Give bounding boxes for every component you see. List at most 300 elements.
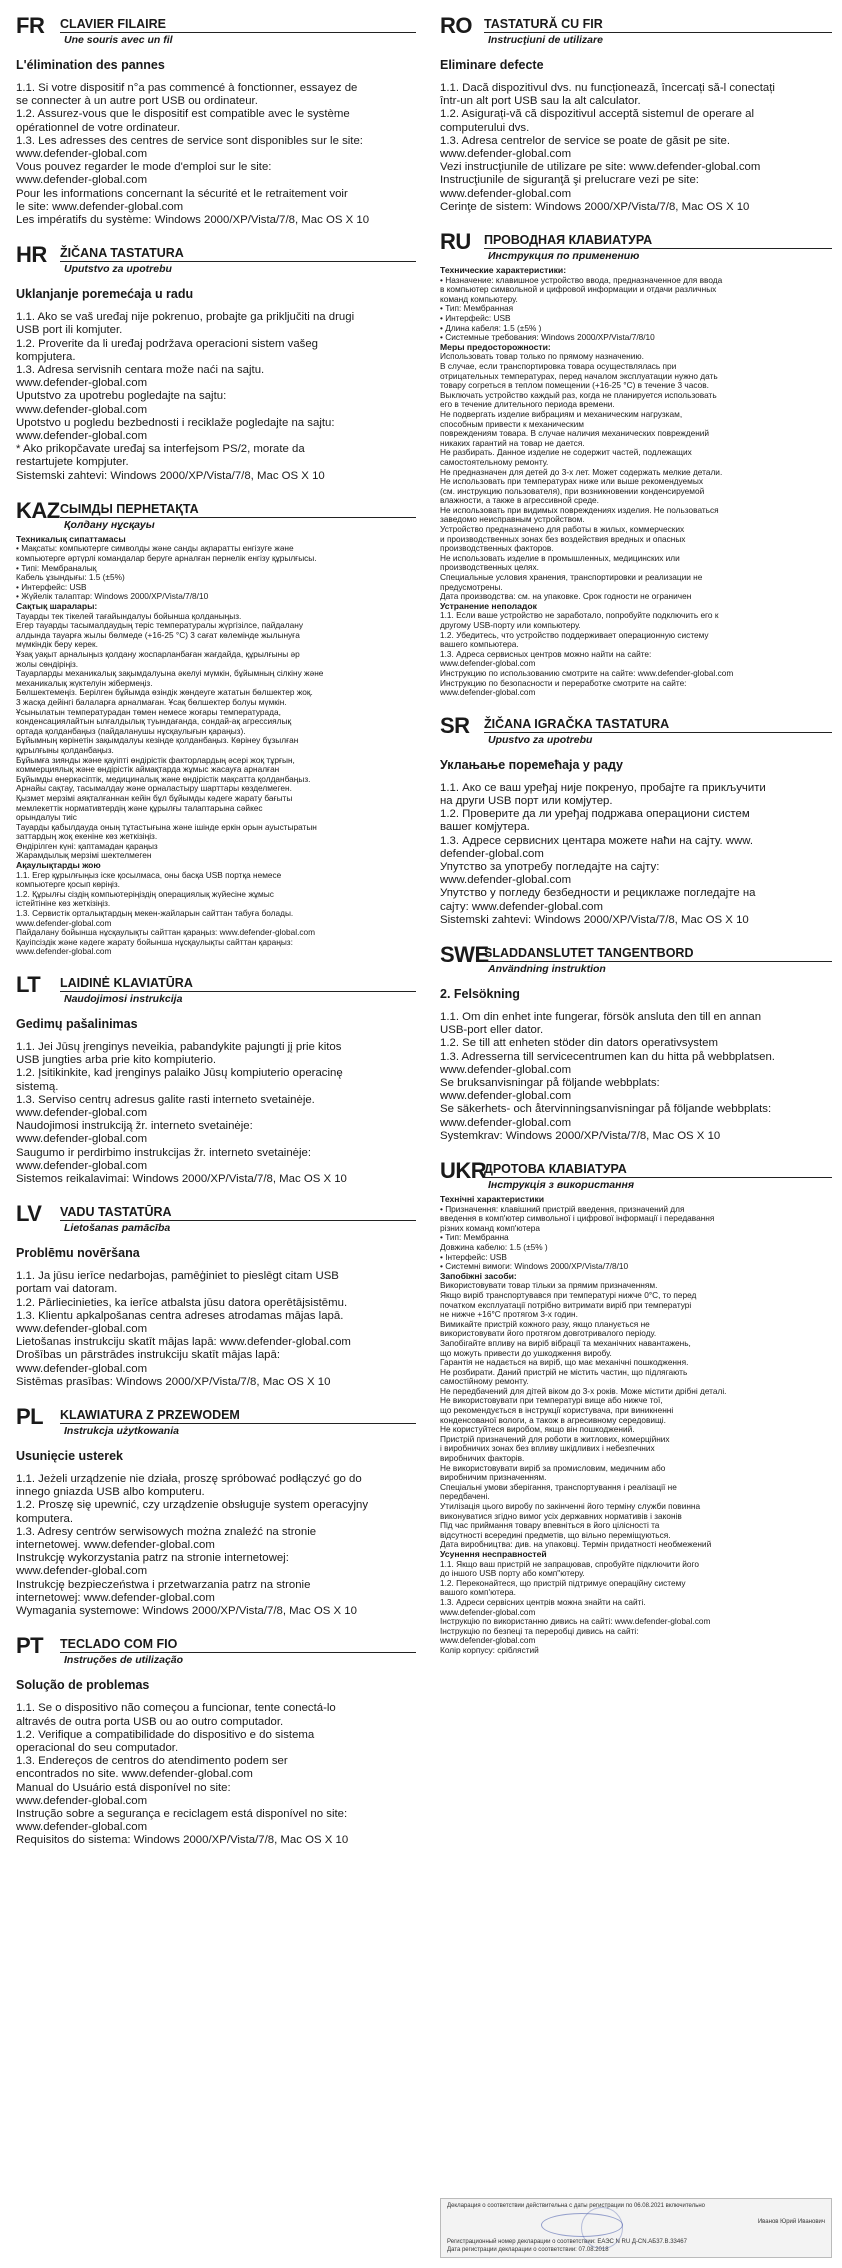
fine-print-line: Не використовувати при температурі вище або нижче тої,: [440, 1395, 663, 1406]
language-code: LT: [16, 972, 41, 997]
fine-print-line: 1.3. Адреси сервісних центрів можна знайти на сайті.: [440, 1596, 646, 1607]
section-header: [16, 973, 416, 1005]
body-line: Sistēmas prasības: Windows 2000/XP/Vista/7/8, Mac OS X 10: [16, 1375, 331, 1388]
fine-print-line: виробничим призначенням.: [440, 1472, 547, 1483]
body-line: 1.1. Si votre dispositif n°a pas commencé à fonctionner, essayez de: [16, 82, 358, 94]
fine-print-line: Довжина кабелю: 1.5 (±5% ): [440, 1241, 548, 1252]
title-block: [60, 499, 416, 531]
section-header: [440, 14, 832, 46]
fine-print-line: Бұйымның көрінетін зақымдалуы кезінде қолданбаңыз. Көрінеу бұзылған: [16, 735, 299, 746]
fine-print-line: компьютерге әртүрлі командалар беруге арналған пернелік енгізу құрылғысы.: [16, 553, 317, 564]
fine-print-heading: Ақаулықтарды жою: [16, 860, 101, 871]
body-line: într-un alt port USB sau la alt calculator.: [440, 95, 641, 108]
body-line: USB-port eller dator.: [440, 1024, 544, 1037]
fine-print-line: команд компьютеру.: [440, 293, 518, 304]
body-line: Requisitos do sistema: Windows 2000/XP/Vista/7/8, Mac OS X 10: [16, 1834, 349, 1847]
section-body: [16, 82, 416, 227]
section-subheading: L'élimination des pannes: [16, 58, 165, 72]
section-swe: [440, 943, 832, 1143]
fine-print-line: 1.2. Құрылғы сіздің компьютеріңіздің операциялық жүйесіне жұмыс: [16, 888, 274, 899]
fine-print-line: Инструкцию по безопасности и переработке смотрите на сайте:: [440, 677, 687, 688]
fine-print-line: виконуватися згідно вимог усіх державних нормативів і законів: [440, 1510, 682, 1521]
body-line: Wymagania systemowe: Windows 2000/XP/Vista/7/8, Mac OS X 10: [16, 1605, 357, 1618]
language-code: KAZ: [16, 497, 60, 523]
fine-print-line: Бөлшектемеңіз. Берілген бұйымда өзіндік жөндеуге жататын бөлшектер жоқ.: [16, 687, 313, 698]
section-fine-print: [16, 535, 416, 957]
fine-print-line: • Тип: Мембранная: [440, 303, 514, 314]
language-code: HR: [16, 242, 47, 268]
fine-print-line: Під час приймання товару впевніться в його цілісності та: [440, 1520, 660, 1531]
body-line: 1.3. Adresa servisnih centara može naći na sajtu.: [16, 364, 265, 377]
fine-print-line: Егер тауарды тасымалдаудың теріс температуралы жүргізілсе, пайдалану: [16, 620, 303, 631]
section-subtitle: Інструкція з використання: [488, 1179, 635, 1192]
section-kaz: [16, 499, 416, 957]
fine-print-line: Қауіпсіздік және кәдеге жарату бойынша нұсқаулықты сайттан қараңыз:: [16, 936, 293, 947]
body-line: USB jungties arba prie kito kompiuterio.: [16, 1054, 217, 1067]
section-subheading: Уклањање поремећаја у раду: [440, 757, 623, 772]
fine-print-line: Не использовать изделие в промышленных, медицинских или: [440, 552, 680, 563]
title-block: [484, 1159, 832, 1191]
body-line: на други USB порт или комјутер.: [440, 794, 613, 807]
fine-print-heading: Усунення несправностей: [440, 1548, 547, 1559]
fine-print-line: в компьютер символьной и цифровой информации и отдачи различных: [440, 284, 717, 295]
fine-print-line: Не користуйтеся виробом, якщо він пошкоджений.: [440, 1424, 635, 1435]
fine-print-line: механикалық жүктелуін жібермеңіз.: [16, 677, 153, 688]
section-ukr: [440, 1159, 832, 1656]
section-hr: [16, 243, 416, 483]
body-line: Manual do Usuário está disponível no site:: [16, 1781, 231, 1794]
fine-print-line: 1.1. Если ваше устройство не заработало, попробуйте подключить его к: [440, 610, 719, 621]
fine-print-line: • Жүйелік талаптар: Windows 2000/XP/Vista/7/8/10: [16, 591, 209, 602]
body-line: 1.1. Jei Jūsų įrenginys neveikia, pabandykite pajungti jį prie kitos: [16, 1041, 342, 1053]
body-line: www.defender-global.com: [16, 1107, 148, 1120]
fine-print-line: способным привести к механическим: [440, 418, 584, 429]
fine-print-line: его в течение длительного периода времени.: [440, 399, 615, 410]
body-line: www.defender-global.com: [16, 1565, 148, 1578]
section-title: ŽIČANA TASTATURA: [60, 246, 416, 262]
section-header: [16, 499, 416, 531]
body-line: www.defender-global.com: [440, 187, 572, 200]
body-line: 1.1. Se o dispositivo não começou a funcionar, tente conectá-lo: [16, 1702, 336, 1715]
fine-print-line: • Тип: Мембранна: [440, 1232, 509, 1243]
section-body: [16, 1270, 416, 1389]
section-body: [16, 1041, 416, 1186]
section-title: SLADDANSLUTET TANGENTBORD: [484, 946, 832, 962]
title-block: [484, 714, 832, 746]
body-line: Pour les informations concernant la sécurité et le retraitement voir: [16, 187, 348, 200]
body-line: Упутство за употребу погледајте на сајту:: [440, 860, 660, 873]
fine-print-line: • Призначення: клавішний пристрій введення, призначений для: [440, 1203, 685, 1214]
body-line: www.defender-global.com: [16, 1133, 148, 1146]
fine-print-line: и производственных зонах без воздействия вредных и опасных: [440, 533, 686, 544]
fine-print-line: відсутності всередині предметів, що вільно переміщуються.: [440, 1529, 671, 1540]
fine-print-line: і виробничих зонах без впливу шкідливих і небезпечних: [440, 1443, 655, 1454]
fine-print-line: вашого комп'ютера.: [440, 1587, 516, 1598]
section-title: TECLADO COM FIO: [60, 1637, 416, 1653]
section-title: ПРОВОДНАЯ КЛАВИАТУРА: [484, 233, 832, 249]
fine-print-line: Не использовать при видимых повреждениях изделия. Не пользоваться: [440, 504, 719, 515]
fine-print-line: Кабель ұзындығы: 1.5 (±5%): [16, 572, 125, 583]
fine-print-line: вашего компьютера.: [440, 639, 519, 650]
fine-print-line: Специальные условия хранения, транспортировки и реализации не: [440, 572, 703, 583]
language-code: PT: [16, 1633, 44, 1659]
body-line: portam vai datoram.: [16, 1283, 118, 1296]
body-line: Instrukcję bezpieczeństwa i przetwarzania patrz na stronie: [16, 1578, 311, 1591]
fine-print-line: 1.1. Якщо ваш пристрій не запрацював, спробуйте підключити його: [440, 1558, 699, 1569]
body-line: Drošības un pārstrādes instrukciju skatīt mājas lapā:: [16, 1349, 280, 1362]
fine-print-line: Колір корпусу: сріблястий: [440, 1644, 539, 1655]
fine-print-line: • Системні вимоги: Windows 2000/XP/Vista/7/8/10: [440, 1261, 629, 1272]
section-header: [16, 14, 416, 46]
body-line: restartujete kompjuter.: [16, 456, 129, 469]
body-line: encontrados no site. www.defender-global.com: [16, 1768, 253, 1781]
fine-print-line: Інструкцію по безпеці та переробці дивись на сайті:: [440, 1625, 639, 1636]
body-line: innego gniazda USB albo komputeru.: [16, 1486, 205, 1499]
fine-print-line: www.defender-global.com: [440, 658, 536, 669]
seal-stamp: [581, 2207, 623, 2249]
section-title: ДРОТОВА КЛАВІАТУРА: [484, 1162, 832, 1178]
body-line: Saugumo ir perdirbimo instrukcijas žr. interneto svetainėje:: [16, 1146, 312, 1159]
fine-print-line: Не предназначен для детей до 3-х лет. Может содержать мелкие детали.: [440, 466, 723, 477]
fine-print-line: що рекомендується в інструкції користувача, при виникненні: [440, 1405, 674, 1416]
section-subheading: Eliminare defecte: [440, 58, 544, 72]
fine-print-line: Инструкцию по использованию смотрите на сайте: www.defender-global.com: [440, 667, 734, 678]
section-subtitle: Instrucţiuni de utilizare: [488, 34, 603, 46]
fine-print-line: самостійному ремонту.: [440, 1376, 529, 1387]
body-line: 1.2. Проверите да ли уређај подржава операциони систем: [440, 808, 750, 821]
body-line: 1.1. Om din enhet inte fungerar, försök ansluta den till en annan: [440, 1010, 762, 1023]
fine-print-line: Не передбачений для дітей віком до 3-х років. Може містити дрібні деталі.: [440, 1385, 727, 1396]
fine-print-line: другому USB-порту или компьютеру.: [440, 620, 581, 630]
fine-print-line: www.defender-global.com: [16, 917, 112, 928]
body-line: www.defender-global.com: [440, 1063, 572, 1076]
section-header: [440, 943, 832, 975]
fine-print-heading: Технічні характеристики: [440, 1194, 545, 1205]
declaration-validity: Декларация о соответствии действительна с даты регистрации по 06.08.2021 включительно: [447, 2203, 705, 2209]
declaration-stamp: [440, 2198, 832, 2258]
section-title: TASTATURĂ CU FIR: [484, 17, 832, 33]
section-header: [440, 714, 832, 746]
section-lt: [16, 973, 416, 1186]
fine-print-heading: Устранение неполадок: [440, 600, 537, 611]
fine-print-line: конденсованої вологи, а також в агресивному середовищі.: [440, 1414, 666, 1425]
section-subtitle: Instrukcja użytkowania: [64, 1425, 179, 1438]
body-line: * Ako prikopčavate uređaj sa interfejsom PS/2, morate da: [16, 443, 305, 456]
fine-print-line: www.defender-global.com: [16, 946, 112, 957]
fine-print-line: алдында тауарға жылы бөлмеде (+16-25 °С) 3 сағат көлемінде жылынуға: [16, 629, 300, 640]
fine-print-line: Пристрій призначений для роботи в житлових, комерційних: [440, 1433, 670, 1444]
body-line: Vezi instrucţiunile de utilizare pe site: www.defender-global.com: [440, 161, 761, 174]
fine-print-line: Выключать устройство каждый раз, когда не планируется использовать: [440, 389, 717, 400]
body-line: 1.2. Įsitikinkite, kad įrenginys palaiko Jūsų kompiuterio operacinę: [16, 1067, 343, 1080]
signatory-name: Иванов Юрий Иванович: [757, 2219, 825, 2225]
body-line: www.defender-global.com: [16, 1821, 148, 1834]
body-line: Se säkerhets- och återvinningsanvisningar på följande webbplats:: [440, 1103, 772, 1116]
fine-print-line: мүмкіндік беру керек.: [16, 639, 98, 650]
body-line: defender-global.com: [440, 847, 544, 860]
body-line: 1.3. Klientu apkalpošanas centra adreses atrodamas mājas lapā.: [16, 1309, 344, 1322]
fine-print-line: початком експлуатації потрібно витримати виріб при температурі: [440, 1299, 692, 1310]
fine-print-line: 1.1. Егер құрылғыңыз іске қосылмаса, оны басқа USB портқа немесе: [16, 869, 282, 880]
body-line: www.defender-global.com: [440, 874, 572, 887]
body-line: www.defender-global.com: [16, 1323, 148, 1336]
fine-print-line: 1.2. Переконайтеся, що пристрій підтримує операційну систему: [440, 1577, 686, 1588]
section-body: [440, 82, 832, 214]
body-line: Lietošanas instrukciju skatīt mājas lapā: www.defender-global.com: [16, 1336, 351, 1349]
fine-print-line: • Типі: Мембраналық: [16, 562, 97, 573]
language-code: SR: [440, 712, 470, 738]
body-line: www.defender-global.com: [16, 1362, 148, 1375]
section-pl: [16, 1405, 416, 1618]
section-header: [16, 1202, 416, 1234]
section-lv: [16, 1202, 416, 1389]
body-line: www.defender-global.com: [16, 430, 148, 443]
language-code: FR: [16, 13, 45, 38]
body-line: www.defender-global.com: [16, 377, 148, 390]
body-line: Se bruksanvisningar på följande webbplats:: [440, 1077, 660, 1089]
section-title: KLAWIATURA Z PRZEWODEM: [60, 1408, 416, 1424]
body-line: Uputstvo za upotrebu pogledajte na sajtu:: [16, 390, 227, 403]
fine-print-line: Не использовать при температурах ниже или выше рекомендуемых: [440, 476, 703, 487]
section-subtitle: Lietošanas pamācība: [64, 1222, 171, 1235]
body-line: 1.3. Serviso centrų adresus galite rasti interneto svetainėje.: [16, 1093, 315, 1106]
fine-print-line: Тауарды қабылдауда оның тұтастығына және ішінде еркін орын ауыстыратын: [16, 821, 317, 832]
body-line: 1.3. Adresy centrów serwisowych można znaleźć na stronie: [16, 1525, 317, 1538]
fine-print-line: 1.3. Адреса сервисных центров можно найти на сайте:: [440, 648, 652, 659]
title-block: [60, 973, 416, 1005]
fine-print-line: Арнайы сақтау, тасымалдау және орналастыру шарттары көзделмеген.: [16, 783, 292, 794]
section-subheading: Problēmu novēršana: [16, 1246, 140, 1261]
section-title: VADU TASTATŪRA: [60, 1205, 416, 1221]
fine-print-line: передбачені.: [440, 1491, 490, 1502]
fine-print-line: самостоятельному ремонту.: [440, 456, 549, 467]
fine-print-heading: Техникалық сипаттамасы: [16, 533, 126, 544]
section-title: ŽIČANA IGRAČKA TASTATURA: [484, 717, 832, 733]
section-pt: [16, 1634, 416, 1847]
body-line: altravés de outra porta USB ou ao outro computador.: [16, 1715, 284, 1728]
language-code: SWE: [440, 941, 489, 967]
fine-print-heading: Сақтық шаралары:: [16, 601, 98, 612]
declaration-number: Регистрационный номер декларации о соответствии: ЕАЭС N RU Д-CN.АБ37.В.33467: [447, 2239, 687, 2245]
fine-print-line: Бұйымды өнеркәсіптік, медициналық және өндірістік мақсатта қолданбаңыз.: [16, 773, 311, 784]
title-block: [60, 243, 416, 275]
fine-print-heading: Технические характеристики:: [440, 265, 567, 276]
section-subtitle: Қолдану нұсқауы: [64, 518, 155, 531]
fine-print-line: www.defender-global.com: [440, 1606, 536, 1617]
fine-print-line: Гарантія не надається на виріб, що має механічні пошкодження.: [440, 1357, 689, 1368]
body-line: Les impératifs du système: Windows 2000/XP/Vista/7/8, Mac OS X 10: [16, 214, 370, 227]
body-line: 1.1. Jeżeli urządzenie nie działa, proszę spróbować podłączyć go do: [16, 1473, 362, 1486]
fine-print-line: влажности, а также в агрессивной среде.: [440, 495, 599, 506]
section-subtitle: Une souris avec un fil: [64, 34, 173, 46]
body-line: Sistemos reikalavimai: Windows 2000/XP/Vista/7/8, Mac OS X 10: [16, 1173, 347, 1186]
section-subtitle: Naudojimosi instrukcija: [64, 993, 183, 1005]
body-line: sistemą.: [16, 1080, 59, 1093]
body-line: 1.3. Адресе сервисних центара можете наћи на сајту. www.: [440, 834, 754, 847]
section-sr: [440, 714, 832, 927]
fine-print-line: введення в комп'ютер символьної і цифрової інформації і передавання: [440, 1213, 715, 1224]
fine-print-line: предусмотрены.: [440, 581, 503, 592]
section-subheading: Uklanjanje poremećaja u radu: [16, 287, 194, 302]
fine-print-line: що можуть привести до ушкодження виробу.: [440, 1347, 612, 1358]
body-line: komputera.: [16, 1512, 73, 1525]
body-line: kompjutera.: [16, 350, 76, 363]
body-line: Instrukcję wykorzystania patrz na stronie internetowej:: [16, 1552, 289, 1565]
body-line: 1.2. Verifique a compatibilidade do dispositivo e do sistema: [16, 1728, 315, 1741]
section-fine-print: [440, 266, 832, 698]
fine-print-line: Тауарларды механикалық зақымдалуына әкелуі мүмкін, бұйымның сілкіну және: [16, 668, 324, 679]
title-block: [484, 943, 832, 975]
fine-print-line: Тауарды тек тікелей тағайындалуы бойынша қолданыңыз.: [16, 610, 242, 621]
body-line: Instrucţiunile de siguranţă şi prelucrare vezi pe site:: [440, 174, 699, 187]
language-code: PL: [16, 1404, 44, 1430]
fine-print-line: компьютерге қосып көріңіз.: [16, 879, 120, 890]
section-ro: [440, 14, 832, 214]
body-line: сајту: www.defender-global.com: [440, 900, 603, 913]
language-code: UKR: [440, 1158, 487, 1184]
body-line: Cerinţe de sistem: Windows 2000/XP/Vista/7/8, Mac OS X 10: [440, 200, 750, 213]
body-line: 1.1. Ако се ваш уређај није покренуо, пробајте га прикључити: [440, 781, 766, 794]
fine-print-line: коммерциялық және өндірістік аймақтарда жұмыс жасауға арналған: [16, 764, 280, 775]
fine-print-line: В случае, если транспортировка товара осуществлялась при: [440, 360, 677, 371]
section-title: LAIDINĖ KLAVIATŪRA: [60, 976, 416, 992]
section-header: [16, 1405, 416, 1437]
fine-print-line: заведомо неисправным устройством.: [440, 514, 585, 525]
title-block: [60, 1202, 416, 1234]
fine-print-line: Спеціальні умови зберігання, транспортування і реалізації не: [440, 1481, 677, 1492]
body-line: Упутство у погледу безбедности и рециклаже погледајте на: [440, 887, 756, 900]
body-line: 1.2. Proszę się upewnić, czy urządzenie obsługuje system operacyjny: [16, 1499, 369, 1512]
section-header: [440, 230, 832, 262]
body-line: le site: www.defender-global.com: [16, 200, 184, 213]
fine-print-line: 3 жасқа дейінгі балаларға арналмаған. Ұсақ бөлшектер болуы мүмкін.: [16, 696, 287, 707]
body-line: Systemkrav: Windows 2000/XP/Vista/7/8, Mac OS X 10: [440, 1129, 721, 1142]
fine-print-heading: Запобіжні засоби:: [440, 1270, 517, 1281]
section-title: CLAVIER FILAIRE: [60, 17, 416, 33]
fine-print-line: Вимикайте пристрій кожного разу, якщо плануєтьcя не: [440, 1318, 650, 1329]
language-code: RU: [440, 229, 471, 255]
fine-print-line: 1.2. Убедитесь, что устройство поддерживает операционную систему: [440, 629, 709, 640]
fine-print-line: жолы сөндіріңіз.: [16, 658, 79, 669]
fine-print-heading: Меры предосторожности:: [440, 341, 551, 352]
body-line: 1.1. Ako se vaš uređaj nije pokrenuo, probajte ga priključiti na drugi: [16, 311, 355, 324]
body-line: www.defender-global.com: [16, 1794, 148, 1807]
body-line: 1.3. Adresa centrelor de service se poate de găsit pe site.: [440, 134, 730, 147]
body-line: 1.3. Les adresses des centres de service sont disponibles sur le site:: [16, 134, 363, 147]
fine-print-line: виробничих факторів.: [440, 1453, 525, 1464]
fine-print-line: Использовать товар только по прямому назначению.: [440, 351, 644, 362]
section-subtitle: Инструкция по применению: [488, 250, 640, 263]
fine-print-line: різних команд комп'ютера: [440, 1222, 541, 1233]
fine-print-line: Не подвергать изделие вибрациям и механическим нагрузкам,: [440, 408, 683, 419]
fine-print-line: құрылғыны қолданбаңыз.: [16, 744, 114, 755]
fine-print-line: Не розбирати. Даний пристрій не містить частин, що підлягають: [440, 1366, 688, 1377]
fine-print-line: • Интерфейс: USB: [440, 313, 511, 323]
body-line: www.defender-global.com: [16, 174, 148, 187]
fine-print-line: Устройство предназначено для работы в жилых, коммерческих: [440, 524, 685, 535]
body-line: internetowej: www.defender-global.com: [16, 1591, 215, 1604]
body-line: 1.1. Dacă dispozitivul dvs. nu funcționează, încercați să-l conectați: [440, 82, 775, 94]
fine-print-line: Використовувати товар тільки за прямим призначенням.: [440, 1280, 658, 1291]
fine-print-line: мемлекеттік нормативтердің және құрылғы талаптарына сәйкес: [16, 802, 263, 813]
language-code: RO: [440, 13, 472, 38]
section-header: [16, 243, 416, 275]
body-line: Vous pouvez regarder le mode d'emploi sur le site:: [16, 161, 272, 174]
fine-print-line: • Длина кабеля: 1.5 (±5% ): [440, 322, 542, 333]
section-subtitle: Instruções de utilização: [64, 1654, 184, 1667]
fine-print-line: конденсациялайтын ылғалдылық туындағанда, сондай-ақ агрессиялық: [16, 716, 292, 727]
body-line: Sistemski zahtevi: Windows 2000/XP/Vista/7/8, Mac OS X 10: [16, 469, 325, 482]
title-block: [60, 1634, 416, 1666]
section-header: [440, 1159, 832, 1191]
body-line: вашег комјутера.: [440, 821, 530, 834]
fine-print-line: • Назначение: клавишное устройство ввода, предназначенное для ввода: [440, 274, 723, 285]
body-line: operacional do seu computador.: [16, 1741, 179, 1754]
fine-print-line: Не використовувати виріб за промисловим, медичним або: [440, 1462, 666, 1473]
fine-print-line: • Інтерфейс: USB: [440, 1251, 507, 1262]
language-code: LV: [16, 1201, 42, 1227]
body-line: Naudojimosi instrukciją žr. interneto svetainėje:: [16, 1120, 253, 1133]
body-line: Sistemski zahtevi: Windows 2000/XP/Vista/7/8, Mac OS X 10: [440, 913, 749, 926]
body-line: 1.2. Assurez-vous que le dispositif est compatible avec le système: [16, 108, 350, 121]
body-line: www.defender-global.com: [16, 403, 148, 416]
fine-print-line: отрицательных температурах, перед началом эксплуатации нужно дать: [440, 370, 718, 381]
fine-print-line: використовувати його протягом довготривалого періоду.: [440, 1328, 657, 1339]
section-fr: [16, 14, 416, 227]
right-column: [440, 14, 832, 1672]
fine-print-line: товару согреться в теплом помещении (+16-25 °С) в течение 3 часов.: [440, 380, 709, 391]
fine-print-line: ортада қолданбаңыз (пайдаланушы нұсқаулығын қараңыз).: [16, 725, 246, 736]
left-column: [16, 14, 416, 1864]
body-line: www.defender-global.com: [440, 1090, 572, 1103]
body-line: opérationnel de votre ordinateur.: [16, 121, 181, 134]
body-line: 1.3. Adresserna till servicecentrumen kan du hitta på webbplatsen.: [440, 1050, 775, 1063]
fine-print-line: www.defender-global.com: [440, 687, 536, 698]
fine-print-line: Не разбирать. Данное изделие не содержит частей, подлежащих: [440, 447, 692, 458]
section-fine-print: [440, 1195, 832, 1656]
body-line: www.defender-global.com: [16, 1159, 148, 1172]
section-subtitle: Användning instruktion: [488, 962, 606, 975]
section-ru: [440, 230, 832, 698]
fine-print-line: никаких гарантий на товар не дается.: [440, 437, 585, 448]
body-line: www.defender-global.com: [16, 148, 148, 161]
section-subheading: 2. Felsökning: [440, 986, 520, 1001]
fine-print-line: производственных целях.: [440, 562, 539, 573]
body-line: www.defender-global.com: [440, 148, 572, 161]
body-line: 1.3. Endereços de centros do atendimento podem ser: [16, 1755, 288, 1768]
fine-print-line: Ұзақ уақыт арналыңыз қолдану жоспарланбаған жағдайда, құрылғыны әр: [16, 649, 300, 659]
fine-print-line: производственных факторов.: [440, 543, 554, 554]
fine-print-line: заттардың жоқ екеніне көз жеткізіңіз.: [16, 831, 158, 842]
fine-print-line: істейтініне көз жеткізіңіз.: [16, 898, 111, 909]
fine-print-line: Дата виробництва: див. на упаковці. Термін придатності необмежений: [440, 1539, 712, 1550]
section-subtitle: Uputstvo za upotrebu: [64, 263, 172, 276]
section-header: [16, 1634, 416, 1666]
fine-print-line: Жарамдылық мерзімі шектелмеген: [16, 850, 152, 861]
fine-print-line: Запобігайте впливу на виріб вібрації та механічних навантажень,: [440, 1337, 691, 1348]
fine-print-line: Ұсынылатын температурадан төмен немесе жоғары температурада,: [16, 706, 281, 717]
body-line: 1.2. Se till att enheten stöder din dators operativsystem: [440, 1037, 718, 1050]
fine-print-line: повреждениям товара. В случае наличия механических повреждений: [440, 428, 710, 439]
body-line: www.defender-global.com: [440, 1116, 572, 1129]
fine-print-line: Бұйымға зиянды және қауіпті өндірістік факторлардың әсері жоқ тұрғын,: [16, 754, 295, 765]
section-body: [440, 782, 832, 927]
fine-print-line: Якщо виріб транспортувався при температурі нижче 0°С, то перед: [440, 1289, 697, 1300]
fine-print-line: Утилізація цього виробу по закінченні його терміну служби повинна: [440, 1501, 701, 1512]
section-body: [16, 1702, 416, 1847]
section-title: СЫМДЫ ПЕРНЕТАҚТА: [60, 502, 416, 518]
title-block: [484, 230, 832, 262]
